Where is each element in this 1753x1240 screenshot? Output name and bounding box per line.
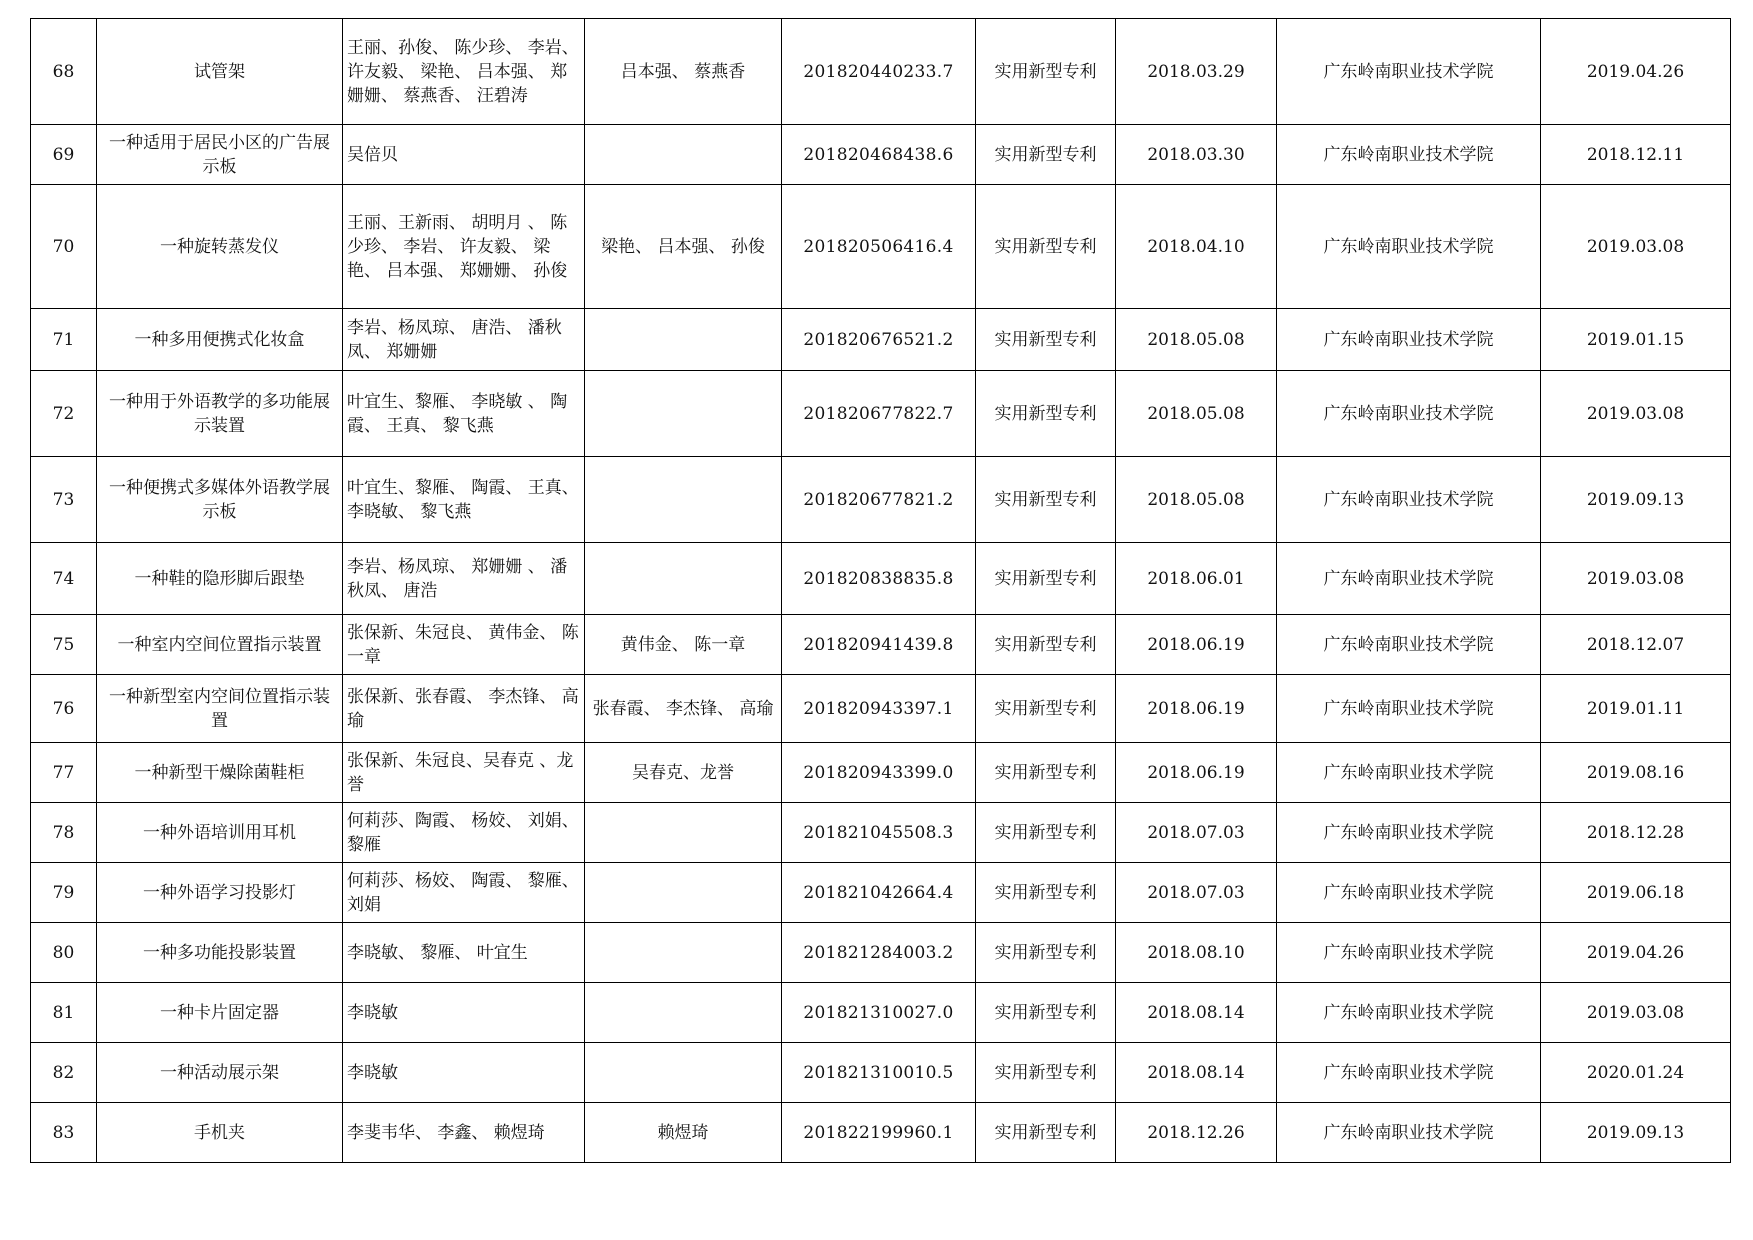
patent-number-index: 68: [31, 19, 97, 125]
patent-name-cell: 一种外语学习投影灯: [97, 863, 343, 923]
owner-cell: 广东岭南职业技术学院: [1277, 983, 1541, 1043]
owner-cell: 广东岭南职业技术学院: [1277, 185, 1541, 309]
table-row: [31, 309, 1731, 371]
co-inventors-cell: 赖煜琦: [585, 1103, 782, 1163]
patent-number-index: 71: [31, 309, 97, 371]
patent-type-cell: 实用新型专利: [976, 923, 1116, 983]
filing-date-cell: 2018.05.08: [1116, 371, 1277, 457]
co-inventors-cell: 吴春克、龙誉: [585, 743, 782, 803]
co-inventors-cell: 吕本强、 蔡燕香: [585, 19, 782, 125]
patent-number-index: 75: [31, 615, 97, 675]
patent-type-cell: 实用新型专利: [976, 125, 1116, 185]
filing-date-cell: 2018.12.26: [1116, 1103, 1277, 1163]
table-row: [31, 1043, 1731, 1103]
patent-no-cell: 201820440233.7: [782, 19, 976, 125]
filing-date-cell: 2018.07.03: [1116, 803, 1277, 863]
patent-name-cell: 一种多功能投影装置: [97, 923, 343, 983]
patent-no-cell: 201820677822.7: [782, 371, 976, 457]
patent-type-cell: 实用新型专利: [976, 983, 1116, 1043]
owner-cell: 广东岭南职业技术学院: [1277, 1043, 1541, 1103]
inventors-cell: 李岩、杨凤琼、 郑姗姗 、 潘秋凤、 唐浩: [343, 543, 585, 615]
grant-date-cell: 2019.08.16: [1541, 743, 1731, 803]
patent-table-body: [31, 19, 1731, 1163]
patent-number-index: 80: [31, 923, 97, 983]
patent-name-cell: 一种活动展示架: [97, 1043, 343, 1103]
patent-number-index: 69: [31, 125, 97, 185]
filing-date-cell: 2018.06.01: [1116, 543, 1277, 615]
filing-date-cell: 2018.03.30: [1116, 125, 1277, 185]
inventors-cell: 何莉莎、杨姣、 陶霞、 黎雁、 刘娟: [343, 863, 585, 923]
inventors-cell: 叶宜生、黎雁、 陶霞、 王真、 李晓敏、 黎飞燕: [343, 457, 585, 543]
patent-name-cell: 一种便携式多媒体外语教学展示板: [97, 457, 343, 543]
patent-no-cell: 201821310027.0: [782, 983, 976, 1043]
patent-type-cell: 实用新型专利: [976, 1103, 1116, 1163]
grant-date-cell: 2019.04.26: [1541, 923, 1731, 983]
owner-cell: 广东岭南职业技术学院: [1277, 543, 1541, 615]
patent-number-index: 83: [31, 1103, 97, 1163]
inventors-cell: 张保新、朱冠良、 黄伟金、 陈一章: [343, 615, 585, 675]
patent-no-cell: 201820468438.6: [782, 125, 976, 185]
patent-number-index: 82: [31, 1043, 97, 1103]
owner-cell: 广东岭南职业技术学院: [1277, 309, 1541, 371]
patent-type-cell: 实用新型专利: [976, 803, 1116, 863]
filing-date-cell: 2018.06.19: [1116, 675, 1277, 743]
patent-number-index: 73: [31, 457, 97, 543]
inventors-cell: 张保新、朱冠良、吴春克 、龙誉: [343, 743, 585, 803]
table-row: [31, 743, 1731, 803]
inventors-cell: 李晓敏: [343, 1043, 585, 1103]
patent-type-cell: 实用新型专利: [976, 543, 1116, 615]
owner-cell: 广东岭南职业技术学院: [1277, 125, 1541, 185]
patent-number-index: 77: [31, 743, 97, 803]
co-inventors-cell: 黄伟金、 陈一章: [585, 615, 782, 675]
patent-no-cell: 201820943399.0: [782, 743, 976, 803]
owner-cell: 广东岭南职业技术学院: [1277, 923, 1541, 983]
patent-number-index: 72: [31, 371, 97, 457]
grant-date-cell: 2018.12.07: [1541, 615, 1731, 675]
patent-name-cell: 一种旋转蒸发仪: [97, 185, 343, 309]
table-row: [31, 923, 1731, 983]
patent-type-cell: 实用新型专利: [976, 19, 1116, 125]
patent-no-cell: 201820941439.8: [782, 615, 976, 675]
patent-type-cell: 实用新型专利: [976, 863, 1116, 923]
table-row: [31, 983, 1731, 1043]
patent-number-index: 79: [31, 863, 97, 923]
patent-name-cell: 一种鞋的隐形脚后跟垫: [97, 543, 343, 615]
patent-number-index: 78: [31, 803, 97, 863]
grant-date-cell: 2019.04.26: [1541, 19, 1731, 125]
patent-type-cell: 实用新型专利: [976, 185, 1116, 309]
patent-no-cell: 201820677821.2: [782, 457, 976, 543]
patent-name-cell: 一种适用于居民小区的广告展示板: [97, 125, 343, 185]
co-inventors-cell: [585, 983, 782, 1043]
owner-cell: 广东岭南职业技术学院: [1277, 675, 1541, 743]
patent-type-cell: 实用新型专利: [976, 743, 1116, 803]
patent-no-cell: 201821310010.5: [782, 1043, 976, 1103]
grant-date-cell: 2019.01.11: [1541, 675, 1731, 743]
patent-name-cell: 一种新型室内空间位置指示装置: [97, 675, 343, 743]
patent-type-cell: 实用新型专利: [976, 371, 1116, 457]
table-row: [31, 863, 1731, 923]
grant-date-cell: 2020.01.24: [1541, 1043, 1731, 1103]
filing-date-cell: 2018.04.10: [1116, 185, 1277, 309]
patent-no-cell: 201821284003.2: [782, 923, 976, 983]
patent-table: [30, 18, 1731, 1163]
filing-date-cell: 2018.06.19: [1116, 615, 1277, 675]
owner-cell: 广东岭南职业技术学院: [1277, 863, 1541, 923]
co-inventors-cell: [585, 543, 782, 615]
patent-no-cell: 201820838835.8: [782, 543, 976, 615]
inventors-cell: 王丽、王新雨、 胡明月 、 陈少珍、 李岩、 许友毅、 梁艳、 吕本强、 郑姗姗、 孙俊: [343, 185, 585, 309]
patent-table-sheet: [30, 18, 1730, 1163]
grant-date-cell: 2019.03.08: [1541, 185, 1731, 309]
patent-no-cell: 201821042664.4: [782, 863, 976, 923]
grant-date-cell: 2019.09.13: [1541, 1103, 1731, 1163]
owner-cell: 广东岭南职业技术学院: [1277, 743, 1541, 803]
table-row: [31, 1103, 1731, 1163]
filing-date-cell: 2018.08.14: [1116, 1043, 1277, 1103]
patent-type-cell: 实用新型专利: [976, 615, 1116, 675]
patent-number-index: 74: [31, 543, 97, 615]
patent-no-cell: 201820943397.1: [782, 675, 976, 743]
grant-date-cell: 2019.03.08: [1541, 371, 1731, 457]
grant-date-cell: 2018.12.11: [1541, 125, 1731, 185]
patent-no-cell: 201821045508.3: [782, 803, 976, 863]
patent-number-index: 70: [31, 185, 97, 309]
patent-name-cell: 一种用于外语教学的多功能展示装置: [97, 371, 343, 457]
co-inventors-cell: [585, 125, 782, 185]
co-inventors-cell: 梁艳、 吕本强、 孙俊: [585, 185, 782, 309]
filing-date-cell: 2018.07.03: [1116, 863, 1277, 923]
filing-date-cell: 2018.05.08: [1116, 309, 1277, 371]
table-row: [31, 675, 1731, 743]
owner-cell: 广东岭南职业技术学院: [1277, 457, 1541, 543]
table-row: [31, 457, 1731, 543]
grant-date-cell: 2019.03.08: [1541, 543, 1731, 615]
co-inventors-cell: [585, 371, 782, 457]
co-inventors-cell: [585, 309, 782, 371]
table-row: [31, 371, 1731, 457]
patent-no-cell: 201822199960.1: [782, 1103, 976, 1163]
table-row: [31, 185, 1731, 309]
owner-cell: 广东岭南职业技术学院: [1277, 19, 1541, 125]
inventors-cell: 张保新、张春霞、 李杰锋、 高瑜: [343, 675, 585, 743]
table-row: [31, 615, 1731, 675]
patent-no-cell: 201820676521.2: [782, 309, 976, 371]
co-inventors-cell: [585, 863, 782, 923]
patent-name-cell: 一种室内空间位置指示装置: [97, 615, 343, 675]
inventors-cell: 李晓敏: [343, 983, 585, 1043]
inventors-cell: 何莉莎、陶霞、 杨姣、 刘娟、 黎雁: [343, 803, 585, 863]
co-inventors-cell: [585, 457, 782, 543]
inventors-cell: 叶宜生、黎雁、 李晓敏 、 陶霞、 王真、 黎飞燕: [343, 371, 585, 457]
grant-date-cell: 2019.03.08: [1541, 983, 1731, 1043]
inventors-cell: 李岩、杨凤琼、 唐浩、 潘秋凤、 郑姗姗: [343, 309, 585, 371]
grant-date-cell: 2019.06.18: [1541, 863, 1731, 923]
patent-name-cell: 一种多用便携式化妆盒: [97, 309, 343, 371]
patent-name-cell: 一种外语培训用耳机: [97, 803, 343, 863]
patent-type-cell: 实用新型专利: [976, 675, 1116, 743]
inventors-cell: 王丽、孙俊、 陈少珍、 李岩、 许友毅、 梁艳、 吕本强、 郑姗姗、 蔡燕香、 汪碧涛: [343, 19, 585, 125]
co-inventors-cell: [585, 923, 782, 983]
inventors-cell: 吴倍贝: [343, 125, 585, 185]
table-row: [31, 19, 1731, 125]
patent-number-index: 81: [31, 983, 97, 1043]
table-row: [31, 543, 1731, 615]
filing-date-cell: 2018.08.10: [1116, 923, 1277, 983]
patent-name-cell: 手机夹: [97, 1103, 343, 1163]
patent-type-cell: 实用新型专利: [976, 457, 1116, 543]
grant-date-cell: 2019.09.13: [1541, 457, 1731, 543]
patent-name-cell: 试管架: [97, 19, 343, 125]
patent-type-cell: 实用新型专利: [976, 309, 1116, 371]
patent-number-index: 76: [31, 675, 97, 743]
table-row: [31, 803, 1731, 863]
co-inventors-cell: [585, 803, 782, 863]
grant-date-cell: 2018.12.28: [1541, 803, 1731, 863]
owner-cell: 广东岭南职业技术学院: [1277, 371, 1541, 457]
filing-date-cell: 2018.05.08: [1116, 457, 1277, 543]
patent-no-cell: 201820506416.4: [782, 185, 976, 309]
filing-date-cell: 2018.06.19: [1116, 743, 1277, 803]
owner-cell: 广东岭南职业技术学院: [1277, 803, 1541, 863]
filing-date-cell: 2018.03.29: [1116, 19, 1277, 125]
owner-cell: 广东岭南职业技术学院: [1277, 1103, 1541, 1163]
grant-date-cell: 2019.01.15: [1541, 309, 1731, 371]
filing-date-cell: 2018.08.14: [1116, 983, 1277, 1043]
owner-cell: 广东岭南职业技术学院: [1277, 615, 1541, 675]
inventors-cell: 李斐韦华、 李鑫、 赖煜琦: [343, 1103, 585, 1163]
table-row: [31, 125, 1731, 185]
inventors-cell: 李晓敏、 黎雁、 叶宜生: [343, 923, 585, 983]
patent-name-cell: 一种卡片固定器: [97, 983, 343, 1043]
patent-type-cell: 实用新型专利: [976, 1043, 1116, 1103]
patent-name-cell: 一种新型干燥除菌鞋柜: [97, 743, 343, 803]
co-inventors-cell: 张春霞、 李杰锋、 高瑜: [585, 675, 782, 743]
co-inventors-cell: [585, 1043, 782, 1103]
